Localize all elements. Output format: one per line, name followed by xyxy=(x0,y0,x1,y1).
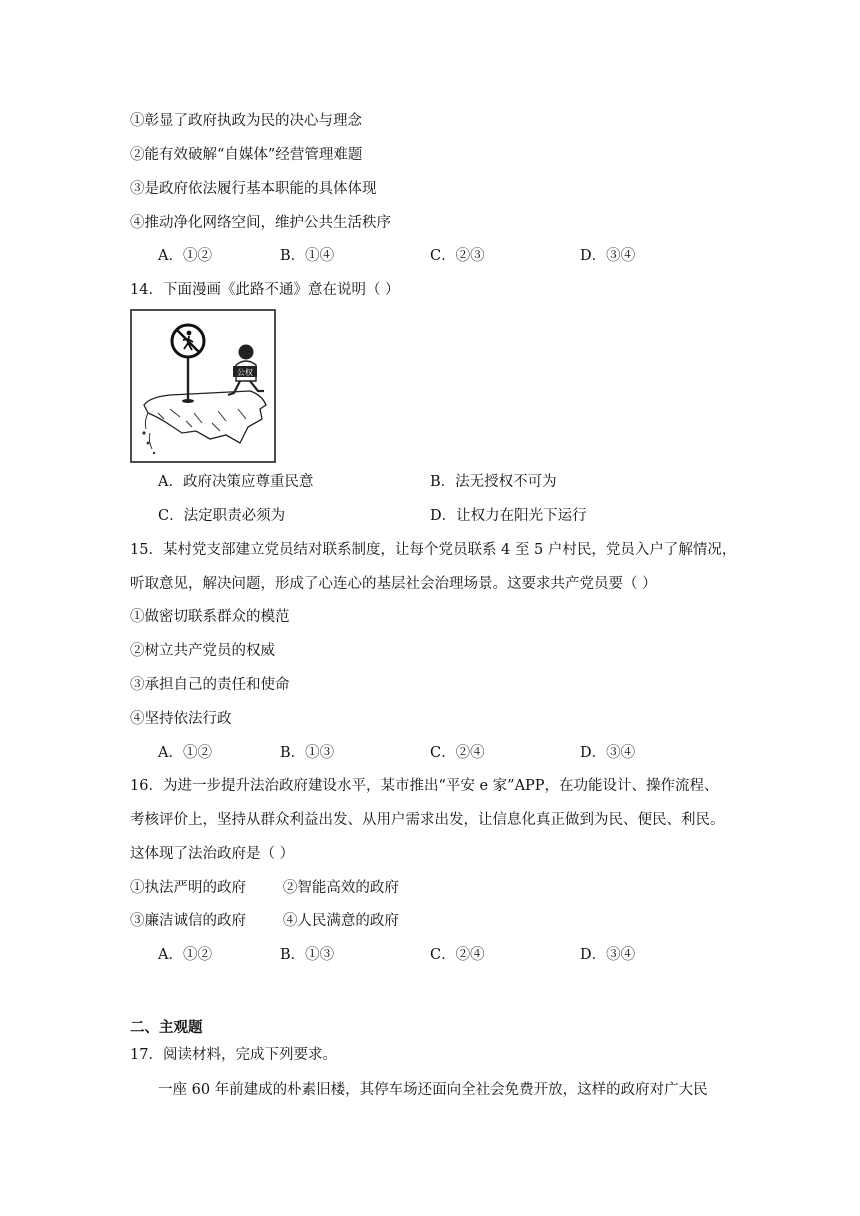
q15-stem-line-1: 15．某村党支部建立党员结对联系制度，让每个党员联系 4 至 5 户村民，党员入户了解情况， xyxy=(130,542,737,558)
q16-stem-line-1: 16．为进一步提升法治政府建设水平，某市推出“平安 e 家”APP，在功能设计、操作流程、 xyxy=(130,778,719,794)
q14-stem: 14．下面漫画《此路不通》意在说明（ ） xyxy=(130,282,400,298)
cartoon-label: 公权 xyxy=(237,368,253,377)
q14-option-d[interactable]: D．让权力在阳光下运行 xyxy=(430,508,587,524)
q14-option-c[interactable]: C．法定职责必须为 xyxy=(158,508,286,524)
q15-option-c[interactable]: C．②④ xyxy=(430,745,485,761)
q14-option-a[interactable]: A．政府决策应尊重民意 xyxy=(158,474,314,490)
q13-option-b[interactable]: B．①④ xyxy=(280,248,335,264)
q13-options xyxy=(158,246,758,266)
q16-items-row-2: ③廉洁诚信的政府 ④人民满意的政府 xyxy=(130,913,399,929)
q15-item-1: ①做密切联系群众的模范 xyxy=(130,609,290,625)
q15-item-3: ③承担自己的责任和使命 xyxy=(130,677,290,693)
q13-item-1: ①彰显了政府执政为民的决心与理念 xyxy=(130,113,362,129)
q16-items-row-1: ①执法严明的政府 ②智能高效的政府 xyxy=(130,880,399,896)
q13-option-c[interactable]: C．②③ xyxy=(430,248,485,264)
q13-option-d[interactable]: D．③④ xyxy=(580,248,636,264)
q15-item-2: ②树立共产党员的权威 xyxy=(130,643,275,659)
q16-stem-line-2: 考核评价上，坚持从群众利益出发、从用户需求出发，让信息化真正做到为民、便民、利民。 xyxy=(130,812,725,828)
section-heading: 二、主观题 xyxy=(130,1020,203,1036)
q15-options xyxy=(158,743,758,763)
q13-item-4: ④推动净化网络空间，维护公共生活秩序 xyxy=(130,215,391,231)
q15-stem-line-2: 听取意见，解决问题，形成了心连心的基层社会治理场景。这要求共产党员要（ ） xyxy=(130,576,657,592)
q13-option-a[interactable]: A．①② xyxy=(158,248,212,264)
cartoon-this-road-blocked xyxy=(130,309,276,463)
q15-item-4: ④坚持依法行政 xyxy=(130,711,232,727)
q14-option-b[interactable]: B．法无授权不可为 xyxy=(430,474,557,490)
q15-option-d[interactable]: D．③④ xyxy=(580,745,636,761)
q16-option-a[interactable]: A．①② xyxy=(158,947,212,963)
q16-stem-line-3: 这体现了法治政府是（ ） xyxy=(130,846,295,862)
q13-item-3: ③是政府依法履行基本职能的具体体现 xyxy=(130,181,377,197)
q14-options-row-1 xyxy=(158,472,758,492)
q16-options xyxy=(158,945,758,965)
q16-option-d[interactable]: D．③④ xyxy=(580,947,636,963)
q15-option-b[interactable]: B．①③ xyxy=(280,745,335,761)
q17-stem: 17．阅读材料，完成下列要求。 xyxy=(130,1047,337,1063)
q13-item-2: ②能有效破解“自媒体”经营管理难题 xyxy=(130,147,363,163)
q15-option-a[interactable]: A．①② xyxy=(158,745,212,761)
q14-options-row-2 xyxy=(158,506,758,526)
q16-option-c[interactable]: C．②④ xyxy=(430,947,485,963)
q16-option-b[interactable]: B．①③ xyxy=(280,947,335,963)
q17-material: 一座 60 年前建成的朴素旧楼，其停车场还面向全社会免费开放，这样的政府对广大民 xyxy=(158,1082,708,1098)
